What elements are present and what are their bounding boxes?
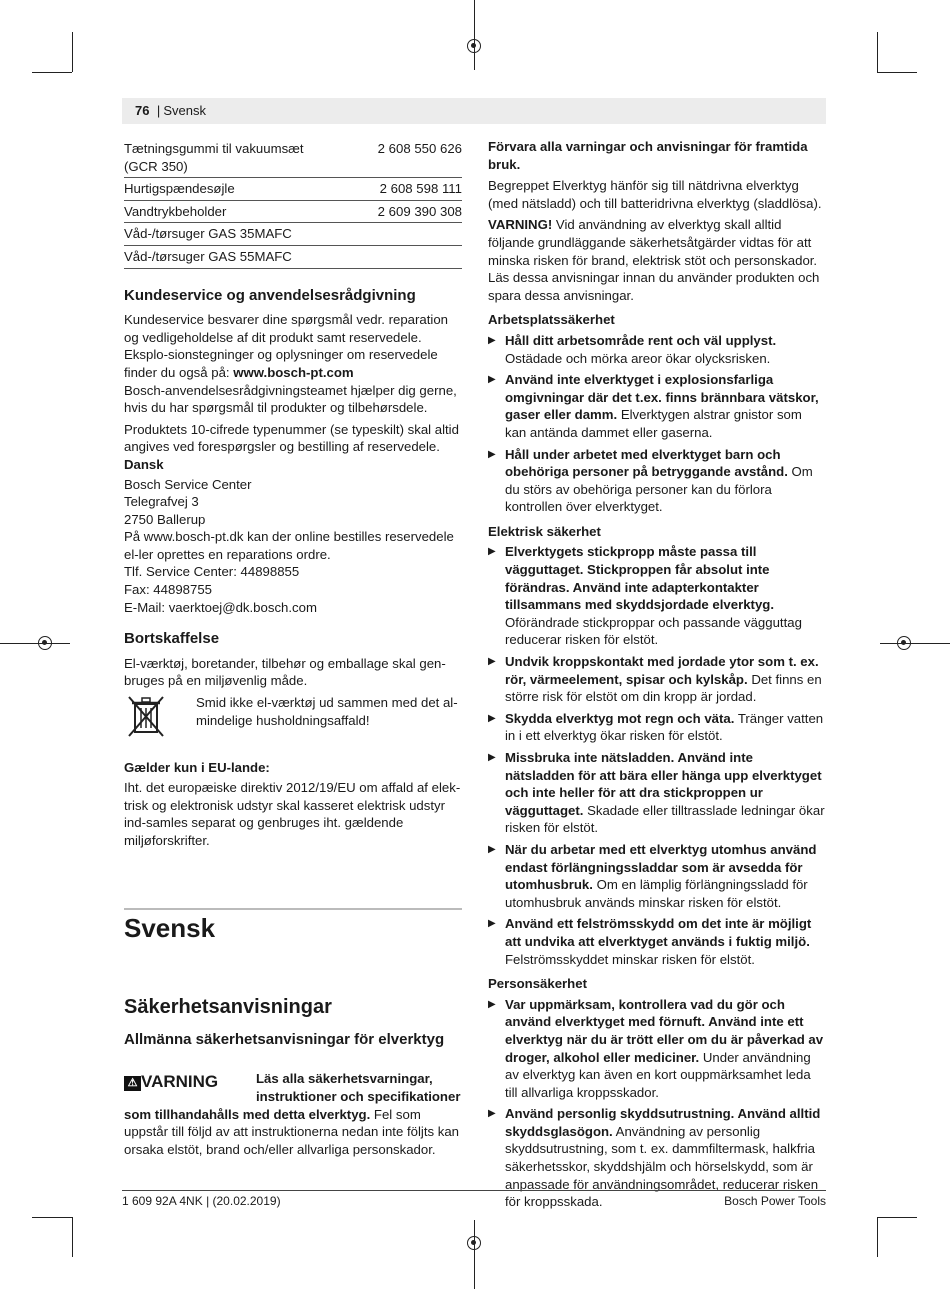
registration-mark	[897, 636, 911, 650]
disposal-block	[124, 694, 462, 743]
list-item-text: Skadade eller tilltrasslade ledningar ökar risken för elstöt.	[505, 802, 825, 836]
bortskaffelse-p1: El-værktøj, boretander, tilbehør og emballage skal gen-bruges på en miljøvenlig måde.	[124, 655, 446, 689]
list-item	[488, 841, 826, 911]
warning-bold-start: Läs alla säkerhetsvarningar, instruktioner och specifikationer	[256, 1071, 461, 1104]
disposal-text: Smid ikke el-værktøj ud sammen med det al-mindelige husholdningsaffald!	[196, 695, 458, 728]
header-language: Svensk	[163, 103, 206, 118]
address-line: Bosch Service Center	[124, 476, 252, 492]
bortskaffelse-heading: Bortskaffelse	[124, 630, 220, 648]
part-number: 2 608 598 111	[334, 178, 462, 201]
warning-triangle-icon: ⚠	[124, 1076, 141, 1091]
left-column	[124, 138, 462, 1158]
warning-prefix: VARNING!	[488, 217, 553, 233]
list-item	[488, 332, 826, 367]
table-row	[124, 138, 462, 178]
crop-mark	[877, 72, 917, 73]
kundeservice-text	[124, 311, 462, 381]
list-item-text: Oförändrade stickproppar och passande vägguttag reducerar risken för elstöt.	[505, 614, 802, 648]
list-item-text: Användning av personlig skyddsutrustning, som t. ex. dammfiltermask, halkfria säkerhetsskor, skyddshjälm och hörselskydd, som är anpassade för användningsområdet, reducerar risken för kroppsskada.	[505, 1123, 819, 1210]
page-number: 76	[135, 103, 150, 118]
list-item	[488, 996, 826, 1102]
crop-mark	[877, 1217, 878, 1257]
list-item-bold: Var uppmärksam, kontrollera vad du gör och använd elverktyget med förnuft. Använd inte ett elverktyg när du är trött eller om du är påverkad av droger, alkohol eller mediciner.	[505, 996, 824, 1065]
list-item-bold: Använd ett felströmsskydd om det inte är möjligt att undvika att elverktyget används i fuktig miljö.	[505, 916, 812, 949]
phone-line: Tlf. Service Center: 44898855	[124, 564, 300, 580]
subsection-title: Allmänna säkerhetsanvisningar för elverktyg	[124, 1030, 445, 1048]
section-rule	[124, 908, 462, 910]
footer-doc-number: 1 609 92A 4NK | (20.02.2019)	[122, 1194, 281, 1208]
header-separator: |	[156, 103, 161, 118]
list-item-bold: Använd personlig skyddsutrustning. Använd alltid skyddsglasögon.	[505, 1106, 821, 1139]
registration-mark	[467, 39, 481, 53]
kundeservice-p3: Produktets 10-cifrede typenummer (se typeskilt) skal altid angives ved forespørgsler og bestilling af reservedele.	[124, 421, 459, 455]
list-item	[488, 710, 826, 745]
part-name: Vandtrykbeholder	[124, 200, 334, 223]
crossed-bin-icon	[124, 694, 196, 743]
part-number: 2 608 550 626	[334, 138, 462, 178]
kundeservice-p2: Bosch-anvendelsesrådgivningsteamet hjælper dig gerne, hvis du har spørgsmål til produkter og tilbehørsdele.	[124, 382, 457, 416]
eu-heading: Gælder kun i EU-lande:	[124, 759, 270, 775]
crop-mark	[474, 0, 475, 70]
crop-mark	[877, 1217, 917, 1218]
list-item-bold: Skydda elverktyg mot regn och väta.	[505, 710, 735, 726]
crop-mark	[72, 32, 73, 72]
table-row	[124, 245, 462, 268]
list-item-text: Felströmsskyddet minskar risken för elstöt.	[505, 951, 755, 967]
list-item-text: Om du störs av obehöriga personer kan du förlora kontrollen över elverktyget.	[505, 464, 813, 515]
list-item-text: Under användning av elverktyg kan även en kort ouppmärksamhet leda till allvarliga kroppsskador.	[505, 1049, 811, 1100]
kundeservice-p1: Kundeservice besvarer dine spørgsmål vedr. reparation og vedligeholdelse af dit produkt samt reservedele. Eksplo-sionstegninger og oplysninger om reservedele finder du også på:	[124, 312, 448, 380]
arbets-heading: Arbetsplatssäkerhet	[488, 312, 615, 328]
eu-text: Iht. det europæiske direktiv 2012/19/EU om affald af elek-trisk og elektronisk udstyr skal kasseret elektrisk udstyr ind-samles separat og genbruges iht. gældende miljøforskrifter.	[124, 780, 461, 848]
warning-paragraph-text: Vid användning av elverktyg skall alltid följande grundläggande säkerhetsåtgärder vidtas för att minska risken för brand, elektrisk stöt och personskador. Läs dessa anvisningar innan du använder produkten och spara dessa anvisningar.	[488, 217, 820, 303]
address-line: På www.bosch-pt.dk kan der online bestilles reservedele el-ler oprettes en reparations ordre.	[124, 529, 454, 562]
list-item-text: Det finns en större risk för elstöt om din kropp är jordad.	[505, 671, 822, 705]
list-item	[488, 543, 826, 649]
list-item-bold: Elverktygets stickpropp måste passa till vägguttaget. Stickproppen får absolut inte förändras. Använd inte adapterkontakter tillsammans med skyddsjordade elverktyg.	[505, 544, 774, 613]
keep-instructions: Förvara alla varningar och anvisningar för framtida bruk.	[488, 139, 808, 172]
pers-heading: Personsäkerhet	[488, 976, 587, 992]
right-column	[488, 138, 826, 1215]
list-item	[488, 915, 826, 968]
registration-mark	[467, 1236, 481, 1250]
kundeservice-heading: Kundeservice og anvendelsesrådgivning	[124, 286, 416, 304]
definition-text: Begreppet Elverktyg hänför sig till nätdrivna elverktyg (med nätsladd) och till batteridrivna elverktyg (sladdlösa).	[488, 178, 822, 211]
part-name: Hurtigspændesøjle	[124, 178, 334, 201]
language-title: Svensk	[124, 912, 216, 943]
crop-mark	[474, 1220, 475, 1289]
warning-body: Fel som uppstår till följd av att instruktionerna nedan inte följts kan orsaka elstöt, brand och/eller allvarliga personskador.	[124, 1106, 460, 1157]
footer-brand: Bosch Power Tools	[724, 1194, 826, 1208]
part-number	[334, 223, 462, 246]
part-name: Våd-/tørsuger GAS 35MAFC	[124, 223, 334, 246]
table-row	[124, 223, 462, 246]
list-item-text: Elverktygen alstrar gnistor som kan antända dammet eller gaserna.	[505, 407, 802, 440]
address-line: Telegrafvej 3	[124, 494, 199, 510]
list-item-bold: Undvik kroppskontakt med jordade ytor som t. ex. rör, värmeelement, spisar och kylskåp.	[505, 654, 819, 687]
service-url[interactable]: www.bosch-pt.com	[233, 364, 354, 380]
warning-paragraph	[488, 216, 826, 304]
list-item-text: Om en lämplig förlängningssladd för utomhusbruk används minskar risken för elstöt.	[505, 877, 808, 910]
list-item	[488, 749, 826, 837]
part-number: 2 609 390 308	[334, 200, 462, 223]
warning-label	[124, 1070, 256, 1091]
warning-word: VARNING	[141, 1072, 219, 1092]
crop-mark	[32, 1217, 72, 1218]
part-name: Tætningsgummi til vakuumsæt (GCR 350)	[124, 138, 334, 178]
table-row	[124, 178, 462, 201]
fax-line: Fax: 44898755	[124, 582, 212, 598]
list-item-bold: Håll ditt arbetsområde rent och väl upplyst.	[505, 332, 777, 348]
crop-mark	[877, 32, 878, 72]
list-item-text: Ostädade och mörka areor ökar olycksrisken.	[505, 350, 771, 366]
list-item-bold: Missbruka inte nätsladden. Använd inte nätsladden för att bära eller hänga upp elverktyget och inte heller för att dra stickproppen ur vägguttaget.	[505, 750, 822, 818]
list-item-bold: När du arbetar med ett elverktyg utomhus använd endast förlängningssladdar som är avsedda för utomhusbruk.	[505, 841, 817, 893]
country-label: Dansk	[124, 456, 164, 472]
crop-mark	[72, 1217, 73, 1257]
crop-mark	[32, 72, 72, 73]
address-line: 2750 Ballerup	[124, 511, 206, 527]
email-line[interactable]: E-Mail: vaerktoej@dk.bosch.com	[124, 599, 317, 615]
warning-block	[124, 1070, 462, 1158]
list-item	[488, 446, 826, 516]
page-footer	[122, 1190, 826, 1208]
el-heading: Elektrisk säkerhet	[488, 523, 601, 539]
part-name: Våd-/tørsuger GAS 55MAFC	[124, 245, 334, 268]
table-row	[124, 200, 462, 223]
list-item-bold: Håll under arbetet med elverktyget barn och obehöriga personer på betryggande avstånd.	[505, 446, 788, 480]
list-item-bold: Använd inte elverktyget i explosionsfarliga omgivningar där det t.ex. finns brännbara vätskor, gaser eller damm.	[505, 372, 819, 423]
warning-text: som tillhandahålls med detta elverktyg. Fel som uppstår till följd av att instruktionerna nedan inte följts kan orsaka elstöt, brand och/eller allvarliga personskador.	[124, 1106, 460, 1157]
registration-mark	[38, 636, 52, 650]
section-title: Säkerhetsanvisningar	[124, 996, 332, 1019]
list-item	[488, 371, 826, 441]
part-number	[334, 245, 462, 268]
list-item	[488, 653, 826, 706]
crop-mark	[0, 643, 70, 644]
page-header	[122, 98, 826, 124]
parts-table	[124, 138, 462, 269]
crop-mark	[880, 643, 950, 644]
list-item-text: Tränger vatten in i ett elverktyg ökar risken för elstöt.	[505, 710, 824, 744]
